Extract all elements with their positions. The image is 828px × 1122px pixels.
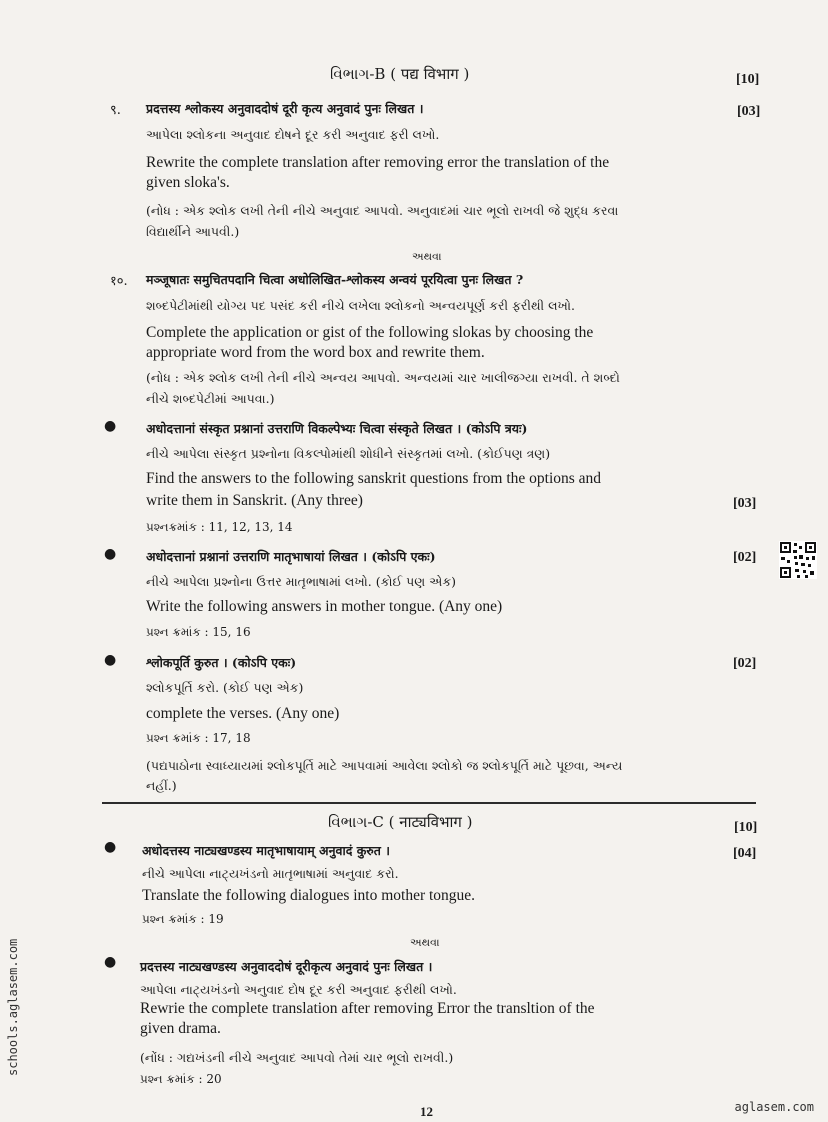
- block-11-sanskrit: अधोदत्तानां संस्कृत प्रश्नानां उत्तराणि विकल्पेभ्यः चित्वा संस्कृते लिखत । (कोऽपि त्रयः): [146, 421, 528, 436]
- bullet-icon: ●: [104, 954, 117, 970]
- bullet-icon: ●: [104, 839, 117, 855]
- block-11-question-numbers: પ્રશ્નક્રમાંક : 11, 12, 13, 14: [146, 520, 293, 534]
- question-9-marks: [03]: [737, 104, 761, 119]
- block-17-sanskrit: श्लोकपूर्ति कुरुत । (कोऽपि एकः): [146, 655, 297, 670]
- block-15-gujarati: નીચે આપેલા પ્રશ્નોના ઉત્તર માતૃભાષામાં લખો. (કોઈ પણ એક): [146, 574, 457, 589]
- block-15-sanskrit: अधोदत्तानां प्रश्नानां उत्तराणि मातृभाषायां लिखत । (कोऽपि एकः): [146, 549, 436, 564]
- question-9-number: ९.: [110, 103, 121, 118]
- block-17-gujarati: શ્લોકપૂર્તિ કરો. (કોઈ પણ એક): [146, 680, 304, 695]
- block-17-note-2: નહીં.): [146, 778, 177, 793]
- section-c-heading: વિભાગ-C ( नाट्यविभाग ): [328, 813, 473, 831]
- question-9-gujarati: આપેલા શ્લોકના અનુવાદ દોષને દૂર કરી અનુવાદ ફરી લખો.: [146, 127, 440, 142]
- block-11-english-1: Find the answers to the following sanskrit questions from the options and: [146, 470, 602, 487]
- block-19-sanskrit: अधोदत्तस्य नाट्यखण्डस्य मातृभाषायाम् अनुवादं कुरुत ।: [142, 843, 390, 858]
- block-20-note: (નોંધ : ગદ્યખંડની નીચે અનુવાદ આપવો તેમાં ચાર ભૂલો રાખવી.): [140, 1050, 454, 1065]
- block-19-english: Translate the following dialogues into mother tongue.: [142, 887, 476, 904]
- question-9-note-1: (નોધ : એક શ્લોક લખી તેની નીચે અનુવાદ આપવો. અનુવાદમાં ચાર ભૂલો રાખવી જે શુદ્ધ કરવા: [146, 203, 619, 218]
- qr-code-icon: [779, 541, 817, 579]
- question-10-sanskrit: मञ्जूषातः समुचितपदानि चित्वा अधोलिखित-श्लोकस्य अन्वयं पूरयित्वा पुनः लिखत ?: [146, 272, 524, 287]
- block-11-english-2: write them in Sanskrit. (Any three): [146, 492, 363, 509]
- block-20-english-1: Rewrie the complete translation after removing Error the transltion of the: [140, 1000, 595, 1017]
- page-number: 12: [420, 1104, 433, 1119]
- side-watermark: schools.aglasem.com: [6, 938, 20, 1076]
- block-20-question-numbers: પ્રશ્ન ક્રમાંક : 20: [140, 1072, 222, 1086]
- footer-watermark: aglasem.com: [734, 1100, 814, 1114]
- bullet-icon: ●: [104, 546, 117, 562]
- block-20-english-2: given drama.: [140, 1020, 221, 1037]
- block-20-sanskrit: प्रदत्तस्य नाट्यखण्डस्य अनुवाददोषं दूरीकृत्य अनुवादं पुनः लिखत ।: [140, 959, 433, 974]
- or-separator-2: અથવા: [410, 936, 440, 949]
- question-10-note-1: (નોધ : એક શ્લોક લખી તેની નીચે અન્વય આપવો. અન્વયમાં ચાર ખાલીજગ્યા રાખવી. તે શબ્દો: [146, 370, 620, 385]
- block-11-gujarati: નીચે આપેલા સંસ્કૃત પ્રશ્નોના વિકલ્પોમાંથી શોધીને સંસ્કૃતમાં લખો. (કોઈપણ ત્રણ): [146, 446, 551, 461]
- question-10-gujarati: શબ્દપેટીમાંથી યોગ્ય પદ પસંદ કરી નીચે લખેલા શ્લોકનો અન્વયપૂર્ણ કરી ફરીથી લખો.: [146, 298, 575, 313]
- block-17-english: complete the verses. (Any one): [146, 705, 340, 722]
- section-b-heading: વિભાગ-B ( पद्य विभाग ): [330, 65, 470, 83]
- or-separator-1: અથવા: [412, 250, 442, 263]
- bullet-icon: ●: [104, 652, 117, 668]
- block-11-marks: [03]: [733, 496, 757, 511]
- block-17-note-1: (પદ્યપાઠોના સ્વાધ્યાયમાં શ્લોકપૂર્તિ માટે આપવામાં આવેલા શ્લોકો જ શ્લોકપૂર્તિ માટે પૂછવા, અન્ય: [146, 758, 623, 773]
- block-19-question-numbers: પ્રશ્ન ક્રમાંક : 19: [142, 912, 224, 926]
- section-b-marks: [10]: [736, 72, 760, 87]
- question-10-english-1: Complete the application or gist of the following slokas by choosing the: [146, 324, 594, 341]
- block-17-question-numbers: પ્રશ્ન ક્રમાંક : 17, 18: [146, 731, 251, 745]
- question-9-english-2: given sloka's.: [146, 174, 230, 191]
- block-15-english: Write the following answers in mother tongue. (Any one): [146, 598, 503, 615]
- question-9-sanskrit: प्रदत्तस्य श्लोकस्य अनुवाददोषं दूरी कृत्य अनुवादं पुनः लिखत ।: [146, 101, 424, 116]
- question-10-number: १०.: [110, 274, 128, 289]
- bullet-icon: ●: [104, 418, 117, 434]
- question-10-english-2: appropriate word from the word box and rewrite them.: [146, 344, 485, 361]
- question-9-english-1: Rewrite the complete translation after removing error the translation of the: [146, 154, 610, 171]
- section-c-marks: [10]: [734, 820, 758, 835]
- block-17-marks: [02]: [733, 656, 757, 671]
- question-9-note-2: વિદ્યાર્થીને આપવી.): [146, 224, 240, 239]
- question-10-note-2: નીચે શબ્દપેટીમાં આપવા.): [146, 391, 275, 406]
- block-19-gujarati: નીચે આપેલા નાટ્યખંડનો માતૃભાષામાં અનુવાદ કરો.: [142, 866, 399, 881]
- block-19-marks: [04]: [733, 846, 757, 861]
- section-divider: [102, 802, 756, 804]
- block-15-question-numbers: પ્રશ્ન ક્રમાંક : 15, 16: [146, 625, 251, 639]
- block-20-gujarati: આપેલા નાટ્યખંડનો અનુવાદ દોષ દૂર કરી અનુવાદ ફરીથી લખો.: [140, 982, 457, 997]
- block-15-marks: [02]: [733, 550, 757, 565]
